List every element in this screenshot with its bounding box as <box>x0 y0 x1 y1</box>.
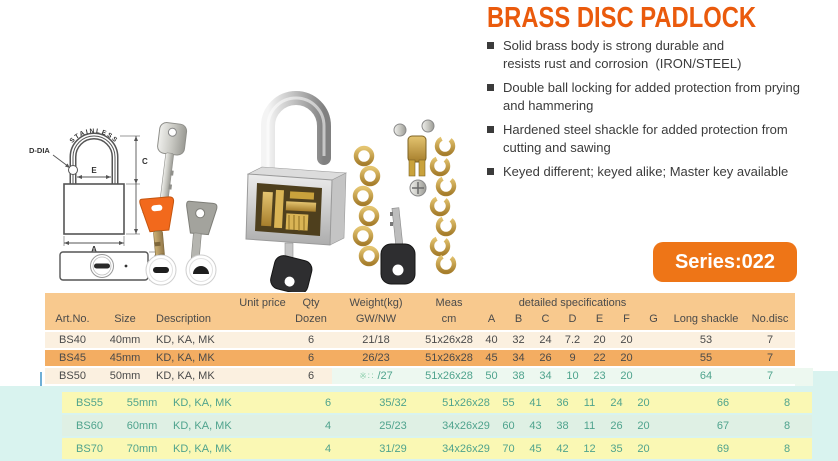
col-spec-b: B <box>505 309 532 331</box>
feature-item <box>487 79 838 115</box>
watermark-glyphs: ※∷ <box>359 371 375 381</box>
spec-table-header <box>45 293 795 331</box>
col-size: Size <box>100 309 150 331</box>
table-row-bs70: BS70 70mm KD, KA, MK 4 31/29 34x26x29 70 45 42 12 35 20 69 8 <box>62 437 812 460</box>
lock-parts-photo <box>348 118 460 293</box>
black-key-head <box>269 254 314 292</box>
overlay-spec-table <box>62 392 812 461</box>
dim-e-label: E <box>91 166 97 175</box>
feature-item <box>487 37 838 73</box>
col-weight-line1: Weight(kg) <box>332 293 420 309</box>
steel-ball <box>394 124 406 136</box>
keys-photo <box>138 118 230 293</box>
brass-clevis-part <box>408 136 426 176</box>
body-side-face <box>330 173 346 245</box>
feature-line: cutting and sawing <box>503 140 611 155</box>
square-bullet-icon <box>487 126 494 133</box>
page-title: BRASS DISC PADLOCK <box>487 2 757 34</box>
chrome-shackle <box>268 98 324 180</box>
col-spec-d: D <box>559 309 586 331</box>
col-long-shackle: Long shackle <box>667 309 745 331</box>
table-row-bs40: BS40 40mm KD, KA, MK 6 21/18 51x26x28 40 32 24 7.2 20 20 53 7 <box>45 331 795 349</box>
d-dia-label: D-DIA <box>29 146 50 155</box>
pasted-cyan-corner <box>813 371 838 386</box>
feature-item <box>487 163 838 181</box>
keyway-top-view-bar <box>146 255 176 285</box>
brass-washers-column <box>355 148 378 264</box>
col-spec-g: G <box>640 309 667 331</box>
shackle-diameter-circle <box>69 166 78 175</box>
dim-a-label: A <box>91 245 97 252</box>
table-row-bs50: BS50 50mm KD, KA, MK 6 ※∷ /27 51x26x28 50 38 34 10 23 20 64 7 <box>45 367 795 385</box>
col-no-disc: No.disc <box>745 309 795 331</box>
square-bullet-icon <box>487 84 494 91</box>
col-group-detailed-specs: detailed specifications <box>478 293 667 309</box>
keyway-top-view-halfmoon <box>186 255 216 285</box>
feature-line: Double ball locking for added protection from prying <box>503 80 801 95</box>
col-qty-line1: Qty <box>290 293 332 309</box>
table-row-bs55: BS55 55mm KD, KA, MK 6 35/32 51x26x28 55 41 36 11 24 20 66 8 <box>62 392 812 414</box>
col-meas-line1: Meas <box>420 293 478 309</box>
col-description: Description <box>150 309 235 331</box>
cutaway-padlock-photo <box>228 52 360 292</box>
col-spec-c: C <box>532 309 559 331</box>
keyway-slot <box>94 264 110 269</box>
black-master-key <box>381 208 415 284</box>
feature-line: and hammering <box>503 98 594 113</box>
brass-discs-column <box>432 138 454 272</box>
col-qty-line2: Dozen <box>290 309 332 331</box>
col-spec-f: F <box>613 309 640 331</box>
feature-list <box>487 37 838 187</box>
table-row-bs60: BS60 60mm KD, KA, MK 4 25/23 34x26x29 60 43 38 11 26 20 67 8 <box>62 414 812 437</box>
col-art-no: Art.No. <box>45 309 100 331</box>
col-unit-price: Unit price <box>235 293 290 309</box>
col-meas-line2: cm <box>420 309 478 331</box>
feature-item <box>487 121 838 157</box>
brass-bar <box>286 201 316 212</box>
pasted-strip-extension <box>795 368 813 386</box>
stainless-curved-label: STAINLESS <box>68 127 120 145</box>
spec-table <box>45 293 795 386</box>
feature-line: Keyed different; keyed alike; Master key available <box>503 164 789 179</box>
screw-part <box>410 180 426 196</box>
brass-stack <box>261 192 273 226</box>
col-weight-line2: GW/NW <box>332 309 420 331</box>
table-row-bs45: BS45 45mm KD, KA, MK 6 26/23 51x26x28 45 34 26 9 22 20 55 7 <box>45 349 795 367</box>
square-bullet-icon <box>487 42 494 49</box>
dim-c-label: C <box>142 157 148 166</box>
steel-ball <box>422 120 434 132</box>
feature-line: Solid brass body is strong durable and <box>503 38 725 53</box>
feature-line: resists rust and corrosion (IRON/STEEL) <box>503 56 742 71</box>
pin-dot <box>125 265 128 268</box>
col-spec-a: A <box>478 309 505 331</box>
series-badge: Series:022 <box>653 242 797 282</box>
col-spec-e: E <box>586 309 613 331</box>
diagram-body <box>64 184 124 234</box>
square-bullet-icon <box>487 168 494 175</box>
feature-line: Hardened steel shackle for added protection from <box>503 122 788 137</box>
